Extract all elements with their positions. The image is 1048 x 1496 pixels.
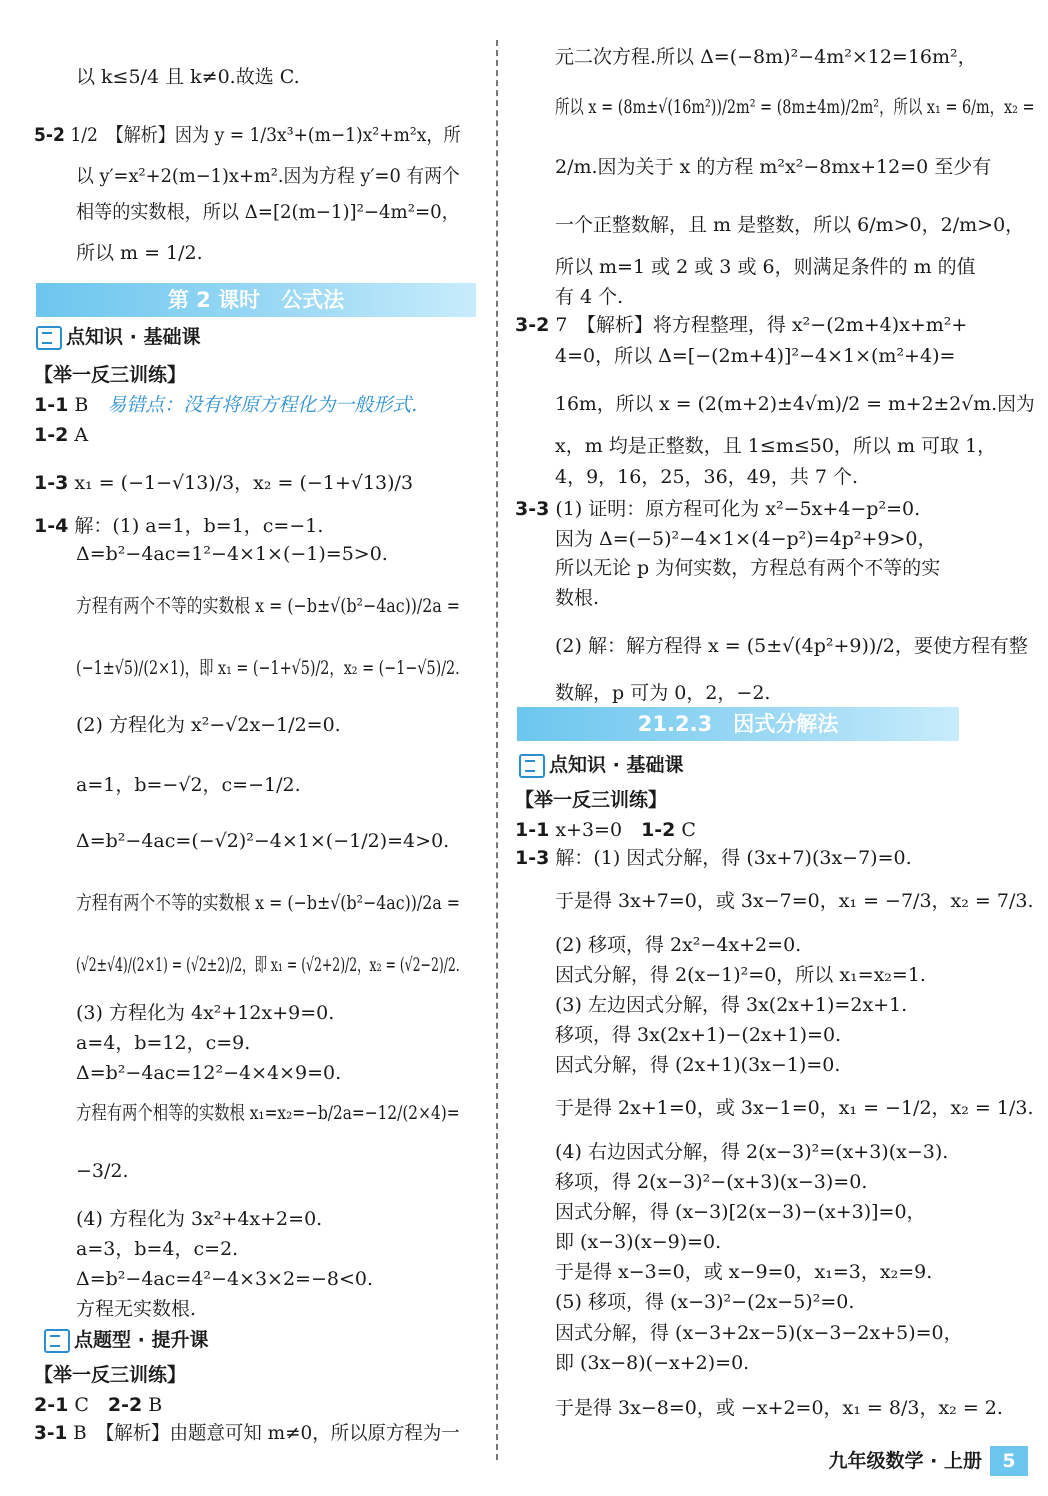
question-number: 1-3 [515,847,550,869]
section-banner-factoring: 21.2.3 因式分解法 [517,707,959,741]
answer-text: Δ=b²−4ac=12²−4×4×9=0. [76,1062,342,1084]
question-number: 1-4 [34,515,69,537]
answer-text: 因式分解，得 (2x+1)(3x−1)=0. [555,1054,841,1076]
answer-text: Δ=b²−4ac=(−√2)²−4×1×(−1/2)=4>0. [76,830,450,852]
book-icon [519,754,545,778]
text-line [34,1362,186,1388]
answer-text: (4) 方程化为 3x²+4x+2=0. [76,1208,323,1230]
text-line [555,932,801,958]
answer-text: a=1，b=−√2，c=−1/2. [76,774,301,796]
answer-text: 于是得 2x+1=0，或 3x−1=0，x₁ = −1/2，x₂ = 1/3. [555,1097,1034,1119]
practice-heading: 【举一反三训练】 [515,789,668,811]
text-line [76,952,460,978]
answer-text: 方程有两个相等的实数根 x₁=x₂=−b/2a=−12/(2×4)= [76,1102,460,1124]
text-line [555,212,1024,238]
text-line [555,154,991,180]
answer-text: 即 (3x−8)(−x+2)=0. [555,1352,750,1374]
answer-text: x₁ = (−1−√13)/3，x₂ = (−1+√13)/3 [74,472,414,494]
text-line [76,1296,196,1322]
answer-text: (4) 右边因式分解，得 2(x−3)²=(x+3)(x−3). [555,1141,949,1163]
text-line [76,828,449,854]
answer-text: 所以无论 p 为何实数，方程总有两个不等的实 [555,557,941,579]
answer-text: 于是得 x−3=0，或 x−9=0，x₁=3，x₂=9. [555,1261,933,1283]
answer-text: 所以 m=1 或 2 或 3 或 6，则满足条件的 m 的值 [555,256,976,278]
answer-text: (3) 左边因式分解，得 3x(2x+1)=2x+1. [555,994,908,1016]
answer-text: 方程无实数根. [76,1298,197,1320]
answer-text: 7 【解析】将方程整理，得 x²−(2m+4)x+m²+ [555,314,968,336]
answer-text: 相等的实数根，所以 Δ=[2(m−1)]²−4m²=0， [76,201,460,223]
answer-text: 因式分解，得 2(x−1)²=0，所以 x₁=x₂=1. [555,964,926,986]
text-line [76,1206,322,1232]
page-footer [829,1446,1028,1476]
text-line [515,496,920,522]
text-line [555,585,599,611]
text-line [555,391,1035,417]
text-line [555,555,940,581]
text-line [515,312,967,338]
text-line [555,1259,932,1285]
answer-text: A [74,424,89,446]
text-line [555,1289,854,1315]
answer-text: 移项，得 3x(2x+1)−(2x+1)=0. [555,1024,842,1046]
text-line [76,1030,250,1056]
answer-text: 方程有两个不等的实数根 x = (−b±√(b²−4ac))/2a = [76,892,461,914]
text-line [76,593,460,619]
answer-text: 4=0，所以 Δ=[−(2m+4)]²−4×1×(m²+4)= [555,345,956,367]
text-line [76,1100,460,1126]
section-header-basics: 点知识 · 基础课 [36,322,200,350]
text-line [76,1000,334,1026]
answer-text: 数解，p 可为 0，2，−2. [555,682,771,704]
text-line [76,240,203,266]
text-line [555,1229,721,1255]
book-icon [36,326,62,350]
text-line [76,772,301,798]
answer-text: (3) 方程化为 4x²+12x+9=0. [76,1002,335,1024]
answer-text: 即 (x−3)(x−9)=0. [555,1231,722,1253]
answer-text: 移项，得 2(x−3)²−(x+3)(x−3)=0. [555,1171,868,1193]
text-line [34,422,88,448]
text-line [76,712,341,738]
text-line [515,817,696,843]
text-line [555,1320,963,1346]
answer-text: 因为 Δ=(−5)²−4×1×(4−p²)=4p²+9>0， [555,528,937,550]
answer-text: 16m，所以 x = (2(m+2)±4√m)/2 = m+2±2√m.因为 [555,393,1035,415]
text-line [76,1236,238,1262]
answer-text: 于是得 3x−8=0，或 −x+2=0，x₁ = 8/3，x₂ = 2. [555,1397,1003,1419]
text-line [34,122,461,148]
text-line [555,44,977,70]
text-line [76,655,460,681]
text-line [76,1060,341,1086]
question-number: 1-1 [34,394,69,416]
answer-text: (5) 移项，得 (x−3)²−(2x−5)²=0. [555,1291,855,1313]
question-number: 1-1 [515,819,550,841]
answer-text: (2) 移项，得 2x²−4x+2=0. [555,934,802,956]
practice-heading: 【举一反三训练】 [34,1364,187,1386]
answer-text: 所以 m = 1/2. [76,242,203,264]
question-number: 2-1 [34,1394,69,1416]
text-line [555,633,1028,659]
error-note: 易错点：没有将原方程化为一般形式. [107,394,418,416]
answer-text: 以 k≤5/4 且 k≠0.故选 C. [76,66,300,88]
answer-text: C [681,819,696,841]
text-line [34,513,323,539]
answer-text: 以 y′=x²+2(m−1)x+m².因为方程 y′=0 有两个 [76,165,460,187]
text-line [76,541,388,567]
text-line [34,362,186,388]
answer-text: 1/2 【解析】因为 y = 1/3x³+(m−1)x²+m²x，所 [70,124,461,146]
column-divider [496,40,498,1460]
answer-text: B [74,394,108,416]
text-line [34,392,417,418]
text-line [555,1350,749,1376]
practice-heading: 【举一反三训练】 [34,364,187,386]
answer-text: 因式分解，得 (x−3+2x−5)(x−3−2x+5)=0， [555,1322,963,1344]
text-line [555,1095,1034,1121]
question-number: 1-2 [34,424,69,446]
answer-text: 有 4 个. [555,286,624,308]
text-line [555,526,937,552]
answer-text: 4，9，16，25，36，49，共 7 个. [555,466,859,488]
text-line [555,254,976,280]
answer-text: a=4，b=12，c=9. [76,1032,251,1054]
text-line [555,992,907,1018]
answer-text: 2/m.因为关于 x 的方程 m²x²−8mx+12=0 至少有 [555,156,992,178]
answer-text: x，m 均是正整数，且 1≤m≤50，所以 m 可取 1， [555,435,997,457]
book-title: 九年级数学 · 上册 [828,1450,982,1472]
text-line [76,64,300,90]
answer-text: (2) 解：解方程得 x = (5±√(4p²+9))/2，要使方程有整 [555,635,1028,657]
text-line [76,890,460,916]
answer-text: B 【解析】由题意可知 m≠0，所以原方程为一 [73,1422,460,1444]
text-line [76,1158,129,1184]
answer-text: (√2±√4)/(2×1) = (√2±2)/2，即 x₁ = (√2+2)/2，x₂ = (√2−2)/2. [76,954,460,976]
text-line [34,1420,460,1446]
answer-text: 于是得 3x+7=0，或 3x−7=0，x₁ = −7/3，x₂ = 7/3. [555,890,1034,912]
answer-text: (1) 证明：原方程可化为 x²−5x+4−p²=0. [555,498,921,520]
answer-text: a=3，b=4，c=2. [76,1238,239,1260]
question-number: 3-3 [515,498,550,520]
answer-text: 数根. [555,587,600,609]
answer-text: B [148,1394,163,1416]
text-line [555,1052,840,1078]
text-line [555,464,858,490]
answer-text: 因式分解，得 (x−3)[2(x−3)−(x+3)]=0， [555,1201,926,1223]
text-line [515,845,912,871]
text-line [555,343,955,369]
text-line [34,470,413,496]
text-line [555,433,996,459]
text-line [555,1199,926,1225]
answer-text: (−1±√5)/(2×1)，即 x₁ = (−1+√5)/2，x₂ = (−1−√5)/2. [76,657,460,679]
answer-text: x+3=0 [555,819,642,841]
section-header-advanced: 点题型 · 提升课 [44,1325,208,1353]
text-line [555,1139,948,1165]
text-line [76,1266,373,1292]
question-number: 5-2 [34,124,65,146]
text-line [555,1022,841,1048]
text-line [76,163,460,189]
answer-text: 解：(1) a=1，b=1，c=−1. [74,515,324,537]
question-number: 3-2 [515,314,550,336]
answer-text: (2) 方程化为 x²−√2x−1/2=0. [76,714,341,736]
answer-text: Δ=b²−4ac=4²−4×3×2=−8<0. [76,1268,374,1290]
text-line [555,1395,1003,1421]
section-header-basics-right: 点知识 · 基础课 [519,750,683,778]
text-line [555,94,1035,120]
question-number: 1-3 [34,472,69,494]
text-line [555,888,1034,914]
answer-text: 一个正整数解，且 m 是整数，所以 6/m>0，2/m>0， [555,214,1025,236]
clipboard-icon [44,1329,70,1353]
text-line [555,1169,867,1195]
section-banner-formula: 第 2 课时 公式法 [36,283,476,317]
text-line [555,284,623,310]
text-line [555,962,926,988]
text-line [555,680,770,706]
page-number: 5 [990,1446,1028,1476]
answer-text: Δ=b²−4ac=1²−4×1×(−1)=5>0. [76,543,388,565]
answer-text: 方程有两个不等的实数根 x = (−b±√(b²−4ac))/2a = [76,595,461,617]
answer-text: 所以 x = (8m±√(16m²))/2m² = (8m±4m)/2m²，所以 x₁ = 6/m，x₂ = [555,96,1035,118]
answer-text: 解：(1) 因式分解，得 (3x+7)(3x−7)=0. [555,847,912,869]
question-number: 2-2 [107,1394,143,1416]
text-line [76,199,460,225]
answer-text: 元二次方程.所以 Δ=(−8m)²−4m²×12=16m²， [555,46,977,68]
answer-text: C [74,1394,108,1416]
question-number: 1-2 [641,819,676,841]
answer-text: −3/2. [76,1160,129,1182]
text-line [34,1392,162,1418]
text-line [515,787,667,813]
question-number: 3-1 [34,1422,68,1444]
